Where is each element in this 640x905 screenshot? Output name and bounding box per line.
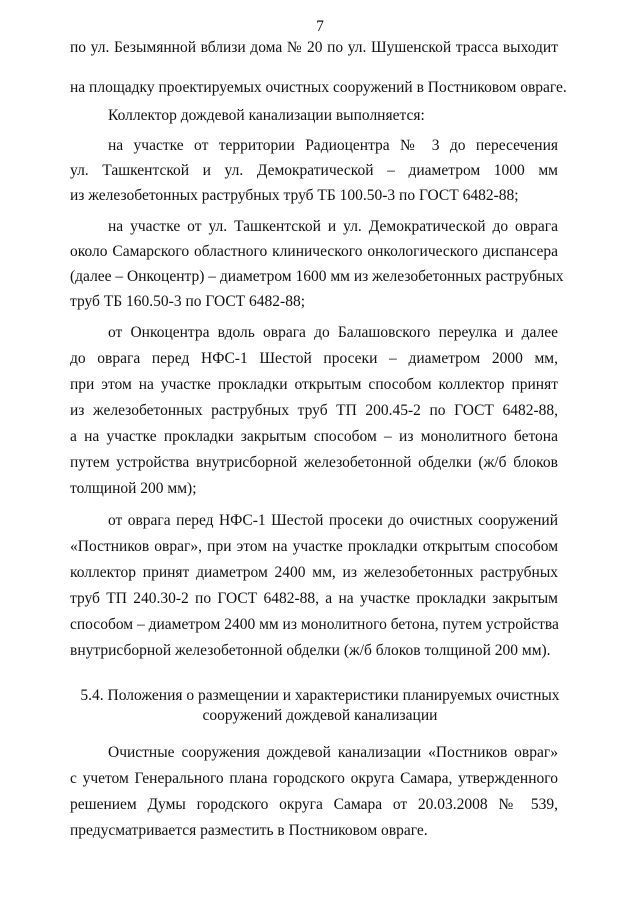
text-line: а на участке прокладки закрытым способом – из монолитного бетона bbox=[70, 428, 558, 445]
text-line: на участке от территории Радиоцентра № 3 до пересечения bbox=[108, 137, 558, 154]
text-line: на площадку проектируемых очистных сооружений в Постниковом овраге. bbox=[70, 79, 567, 96]
text-line: с учетом Генерального плана городского округа Самара, утвержденного bbox=[70, 770, 558, 787]
page-number: 7 bbox=[316, 18, 324, 35]
text-line: на участке от ул. Ташкентской и ул. Демократической до оврага bbox=[108, 218, 558, 235]
text-line: из железобетонных раструбных труб ТБ 100.50-3 по ГОСТ 6482-88; bbox=[70, 187, 519, 204]
text-line: до оврага перед НФС-1 Шестой просеки – диаметром 2000 мм, bbox=[70, 350, 558, 367]
text-line: решением Думы городского округа Самара от 20.03.2008 № 539, bbox=[70, 796, 558, 813]
text-line: по ул. Безымянной вблизи дома № 20 по ул. Шушенской трасса выходит bbox=[70, 39, 558, 56]
text-line: около Самарского областного клинического онкологического диспансера bbox=[70, 243, 558, 260]
text-line: труб ТБ 160.50-3 по ГОСТ 6482-88; bbox=[70, 293, 305, 310]
text-line: от Онкоцентра вдоль оврага до Балашовского переулка и далее bbox=[108, 324, 558, 341]
text-line: предусматривается разместить в Постниковом овраге. bbox=[70, 822, 428, 839]
text-line: толщиной 200 мм); bbox=[70, 480, 197, 497]
text-line: внутрисборной железобетонной обделки (ж/б блоков толщиной 200 мм). bbox=[70, 642, 551, 659]
text-line: коллектор принят диаметром 2400 мм, из железобетонных раструбных bbox=[70, 564, 558, 581]
text-line: (далее – Онкоцентр) – диаметром 1600 мм из железобетонных раструбных bbox=[70, 268, 564, 285]
section-heading-line: сооружений дождевой канализации bbox=[202, 707, 438, 724]
text-line: ул. Ташкентской и ул. Демократической – диаметром 1000 мм bbox=[70, 162, 558, 179]
text-line: из железобетонных раструбных труб ТП 200.45-2 по ГОСТ 6482-88, bbox=[70, 402, 558, 419]
text-line: от оврага перед НФС-1 Шестой просеки до очистных сооружений bbox=[108, 512, 558, 529]
text-line: способом – диаметром 2400 мм из монолитного бетона, путем устройства bbox=[70, 616, 559, 633]
section-heading-line: 5.4. Положения о размещении и характеристики планируемых очистных bbox=[80, 687, 560, 704]
text-line: «Постников овраг», при этом на участке прокладки открытым способом bbox=[70, 538, 558, 555]
text-line: Очистные сооружения дождевой канализации «Постников овраг» bbox=[108, 744, 558, 761]
text-line: путем устройства внутрисборной железобетонной обделки (ж/б блоков bbox=[70, 454, 558, 471]
text-line: при этом на участке прокладки открытым способом коллектор принят bbox=[70, 376, 558, 393]
text-line: Коллектор дождевой канализации выполняется: bbox=[108, 107, 425, 124]
text-line: труб ТП 240.30-2 по ГОСТ 6482-88, а на участке прокладки закрытым bbox=[70, 590, 558, 607]
